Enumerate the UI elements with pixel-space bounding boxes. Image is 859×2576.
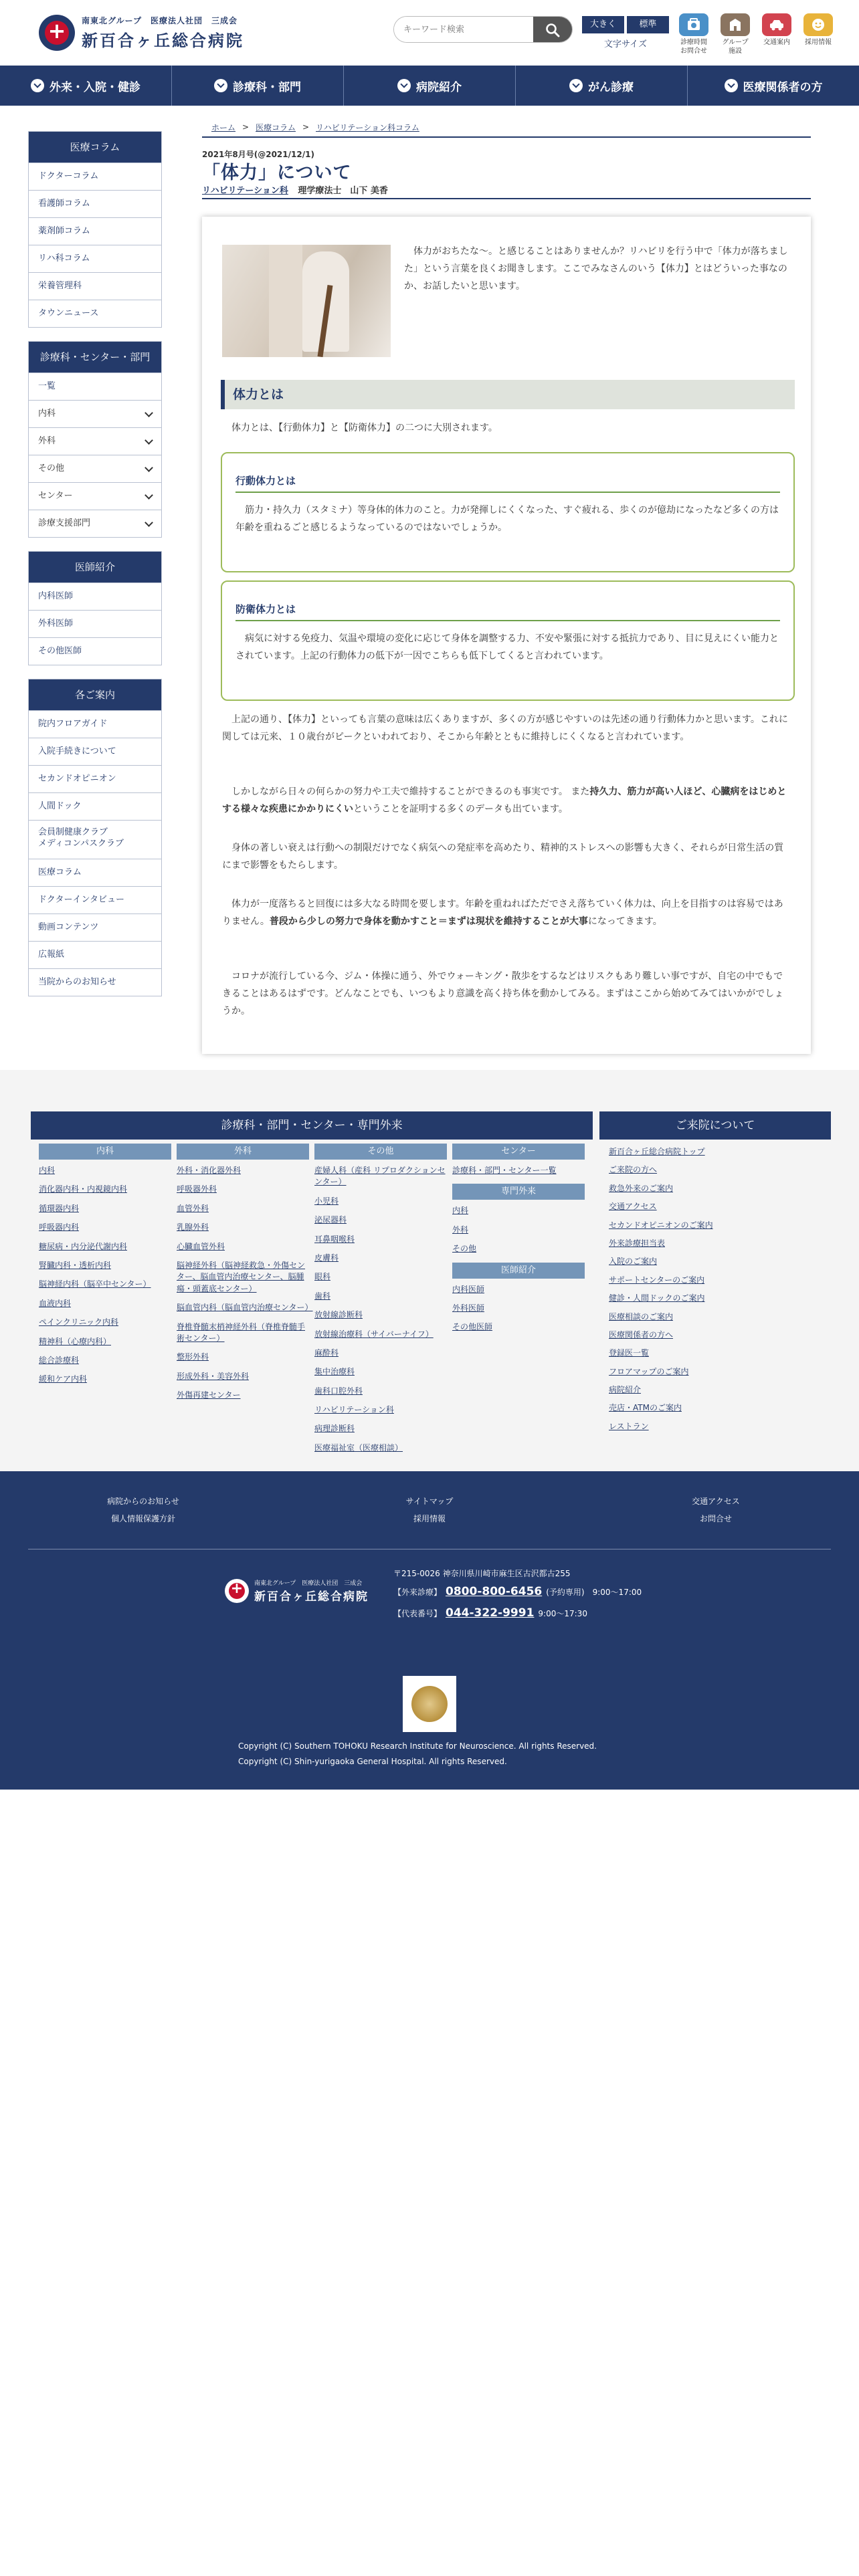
footer-link[interactable]: セカンドオピニオンのご案内 [609,1220,713,1230]
sidebar-item[interactable]: ドクターインタビュー [29,886,161,914]
footer-link[interactable]: 病院紹介 [609,1385,642,1395]
sidebar-item[interactable]: 会員制健康クラブ メディコンパスクラブ [29,820,161,859]
font-large-button[interactable]: 大きく [582,16,624,33]
logo-subtitle: 南東北グループ 医療法人社団 三成会 [82,16,238,25]
quick-link-hours[interactable]: 診療時間 お問合せ [676,13,712,56]
font-size-switcher [582,16,669,49]
footer-link[interactable]: その他医師 [452,1322,493,1332]
footer-link[interactable]: 放射線診断科 [314,1310,363,1320]
sidebar-item[interactable]: 当院からのお知らせ [29,968,161,996]
sidebar-item[interactable]: 動画コンテンツ [29,914,161,941]
box-text: 筋力・持久力（スタミナ）等身体的体力のこと。力が発揮しにくくなった、すぐ疲れる、歩くのが億劫になったなど多くの方は年齢を重ねるごと感じるようなっているのではないでしょうか。 [235,505,779,533]
page-title: 「体力」について [202,163,352,183]
sidebar-column-block [28,131,162,328]
site-footer [0,1471,859,1790]
sidebar-item[interactable]: 広報紙 [29,941,161,968]
sidebar-guide-block [28,679,162,996]
site-header [0,0,859,66]
search-input[interactable] [394,17,533,42]
footer-link[interactable]: 救急外来のご案内 [609,1183,674,1193]
footer-link[interactable]: 呼吸器内科 [39,1222,80,1232]
sidebar-dropdown[interactable]: その他 [29,455,161,482]
breadcrumb-separator: > [302,122,310,132]
footer-link[interactable]: 診療科・部門・センター一覧 [452,1166,557,1175]
sidebar-dropdown[interactable]: 外科 [29,427,161,455]
footer-link[interactable]: 脳血管内科（脳血管内治療センター） [177,1303,313,1313]
sidebar-heading: 各ご案内 [29,679,161,710]
footer-col-links [314,1165,447,1454]
nav-about[interactable]: 病院紹介 [344,66,516,106]
footer-link[interactable]: 脳神経外科（脳神経救急・外傷センター、脳血管内治療センター、脳腫瘍・頭蓋底センター） [177,1260,306,1293]
chevron-down-icon [569,79,583,92]
footer-link[interactable]: 脳神経内科（脳卒中センター） [39,1279,151,1289]
footer-link[interactable]: 登録医一覧 [609,1348,650,1358]
sidebar-item[interactable]: 内科医師 [29,582,161,610]
footer-link[interactable]: 交通アクセス [692,1497,740,1506]
footer-link[interactable]: サイトマップ [405,1497,454,1506]
footer-link[interactable]: 緩和ケア内科 [39,1374,88,1384]
footer-link[interactable]: レストラン [609,1421,649,1431]
section-lead: 体力とは、【行動体力】と【防衛体力】の二つに大別されます。 [231,423,498,433]
footer-link[interactable]: 呼吸器外科 [177,1184,217,1194]
footer-logo[interactable]: + 南東北グループ 医療法人社団 三成会 新百合ヶ丘総合病院 [225,1578,369,1604]
box-title: 行動体力とは [235,473,780,493]
sidebar-item[interactable]: ドクターコラム [29,163,161,190]
sidebar-item[interactable]: 看護師コラム [29,190,161,217]
nav-outpatient[interactable]: 外来・入院・健診 [0,66,172,106]
footer-col-links [452,1165,585,1176]
footer-col-links [39,1165,171,1386]
hospital-cross-icon [39,15,75,51]
footer-link[interactable]: 歯科口腔外科 [314,1386,363,1396]
nav-cancer[interactable]: がん診療 [516,66,688,106]
footer-link[interactable]: 医療福祉室（医療相談） [314,1442,403,1453]
smile-icon [803,13,833,36]
footer-address: 〒215-0026 神奈川県川崎市麻生区古沢都古255 [393,1569,571,1578]
award-seal-icon [411,1686,448,1722]
breadcrumb [202,118,811,138]
footer-link[interactable]: 交通アクセス [609,1202,657,1212]
breadcrumb-current[interactable]: リハビリテーション科コラム [316,122,419,132]
certification-badge [403,1676,456,1732]
post-author [202,183,388,196]
section-heading: 体力とは [221,380,795,409]
footer-link[interactable]: 集中治療科 [314,1367,355,1377]
footer-link[interactable]: 心臓血管外科 [177,1241,225,1251]
article-paragraph: 上記の通り、【体力】といっても言葉の意味は広くありますが、多くの方が感じやすいのは先述の通り行動体力かと思います。これに関しては元来、１０歳台がピークといわれており、そこから年齢とともに維持しにくくなると言われています。 [222,714,788,742]
article-paragraph: コロナが流行している今、ジム・体操に通う、外でウォーキング・散歩をするなどはリスクもあり難しい事ですが、自宅の中でもできることはあるはずです。どんなことでも、いつもより意識を高く持ち体を動かしてみる。まずはここから始めてみてはいかがでしょうか。 [222,971,784,1016]
sidebar-heading: 診療科・センター・部門 [29,342,161,372]
sidebar-item[interactable]: 入院手続きについて [29,738,161,765]
footer-link[interactable]: 精神科（心療内科） [39,1336,112,1346]
footer-link[interactable]: 入院のご案内 [609,1257,658,1267]
nav-departments[interactable]: 診療科・部門 [172,66,344,106]
footer-link[interactable]: 皮膚科 [314,1253,339,1263]
footer-link[interactable]: 乳腺外科 [177,1222,209,1232]
footer-link[interactable]: 総合診療科 [39,1355,80,1365]
search-icon [545,23,560,37]
chevron-down-icon [397,79,411,92]
footer-link[interactable]: 新百合ヶ丘総合病院トップ [609,1147,705,1156]
author-name: 理学療法士 山下 美香 [298,186,388,196]
footer-about-heading: ご来院について [599,1111,831,1140]
footer-link[interactable]: 糖尿病・内分泌代謝内科 [39,1241,128,1251]
quick-link-access[interactable]: 交通案内 [759,13,795,56]
footer-link[interactable]: 腎臓内科・透析内科 [39,1260,112,1270]
box-title: 防衛体力とは [235,602,780,621]
copyright: Copyright (C) Southern TOHOKU Research Institute for Neuroscience. All rights Reserved. Copyright (C) Shin-yurigaoka General Hospital. All rights Reserved. [238,1741,597,1766]
footer-link[interactable]: 整形外科 [177,1352,209,1362]
footer-link[interactable]: 産婦人科（産科 リプロダクションセンター） [314,1166,446,1187]
footer-link[interactable]: 外科 [452,1224,469,1235]
sidebar-dropdown[interactable]: 診療支援部門 [29,510,161,537]
search-bar [393,16,573,43]
footer-dept-panel [31,1111,593,1461]
nav-professionals[interactable]: 医療関係者の方 [688,66,859,106]
sidebar-item[interactable]: 一覧 [29,372,161,400]
footer-link[interactable]: 泌尿器科 [314,1215,347,1225]
footer-link[interactable]: 内科 [452,1206,469,1216]
footer-link[interactable]: 循環器内科 [39,1203,80,1213]
quick-link-recruit[interactable]: 採用情報 [800,13,836,56]
sidebar-dropdown[interactable]: センター [29,482,161,510]
footer-link[interactable]: 病院からのお知らせ [107,1497,179,1506]
footer-link[interactable]: 血液内科 [39,1298,72,1308]
footer-link[interactable]: リハビリテーション科 [314,1405,394,1415]
font-standard-button[interactable]: 標準 [627,16,669,33]
footer-contact: 〒215-0026 神奈川県川崎市麻生区古沢都古255 【外来診療】 0800-800-6456 (予約専用) 9:00～17:00 【代表番号】 044-322-9991 9:00～17:30 [393,1569,642,1620]
footer-link[interactable]: 売店・ATMのご案内 [609,1403,682,1413]
footer-about-links [599,1140,831,1446]
hospital-cross-icon [225,1579,249,1603]
sidebar-item[interactable]: 医療コラム [29,859,161,886]
info-box-defensive-strength [221,580,795,701]
footer-link[interactable]: お問合せ [699,1514,732,1524]
footer-link[interactable]: 消化器内科・内視鏡内科 [39,1184,128,1194]
logo-title: 新百合ヶ丘総合病院 [82,31,244,50]
quick-links [676,13,836,56]
chevron-down-icon [725,79,738,92]
footer-link[interactable]: 放射線治療科（サイバーナイフ） [314,1329,434,1339]
footer-link[interactable]: 病理診断科 [314,1424,355,1434]
chevron-down-icon [31,79,44,92]
post-date: 2021年8月号(@2021/12/1) [202,150,314,159]
footer-link[interactable]: 眼科 [314,1272,331,1282]
footer-link[interactable]: 外科医師 [452,1303,485,1313]
info-box-active-strength [221,452,795,572]
footer-link[interactable]: その他 [452,1244,477,1254]
outpatient-phone-link[interactable]: 0800-800-6456 [446,1585,543,1598]
article-photo [222,245,391,357]
footer-dept-heading: 診療科・部門・センター・専門外来 [31,1111,593,1140]
footer-link[interactable]: 歯科 [314,1291,331,1301]
footer-link[interactable]: 医療関係者の方へ [609,1329,674,1339]
footer-about-panel [599,1111,831,1446]
box-text: 病気に対する免疫力、気温や環境の変化に応じて身体を調整する力、不安や緊張に対する抵抗力であり、目に見えにくい能力とされています。上記の行動体力の低下が一因でこちらも低下してくると言われています。 [235,633,779,661]
sidebar-item[interactable]: セカンドオピニオン [29,765,161,792]
author-department-link[interactable]: リハビリテーション科 [202,186,288,196]
footer-link[interactable]: 形成外科・美容外科 [177,1371,250,1381]
footer-col-surgery: 外科 外科・消化器外科 呼吸器外科 血管外科 乳腺外科 心臓血管外科 脳神経外科（脳神経救急・外傷センター、脳血管内治療センター、脳腫瘍・頭蓋底センター） 脳血管内科（脳血管内治療センター） 脊椎脊髄末梢神経外科（脊椎脊髄手術センター） 整形外科 形成外科・美容外科 外傷再建センター [177,1144,309,1461]
quick-link-group[interactable]: グループ 施設 [717,13,753,56]
footer-col-center: センター 診療科・部門・センター一覧 専門外来 内科 外科 その他 医師紹介 内科医師 外科医師 その他医師 [452,1144,585,1461]
car-icon [762,13,791,36]
footer-link[interactable]: 医療相談のご案内 [609,1311,674,1321]
footer-col-links [452,1284,585,1333]
sidebar-item[interactable]: その他医師 [29,637,161,665]
footer-link[interactable]: 内科医師 [452,1284,485,1294]
building-icon [721,13,750,36]
footer-link[interactable]: 血管外科 [177,1203,209,1213]
footer-link[interactable]: 外来診療担当表 [609,1238,666,1248]
footer-link[interactable]: 採用情報 [413,1514,446,1524]
footer-link[interactable]: 内科 [39,1166,56,1175]
global-nav [0,66,859,106]
footer-link[interactable]: ご来院の方へ [609,1165,658,1175]
article-card [202,217,811,1054]
chevron-down-icon [214,79,227,92]
sidebar-item[interactable]: 薬剤師コラム [29,217,161,245]
footer-link-area [0,1070,859,1471]
footer-link[interactable]: 個人情報保護方針 [110,1514,175,1524]
sidebar-item[interactable]: 外科医師 [29,610,161,637]
footer-link[interactable]: フロアマップのご案内 [609,1366,689,1376]
article-paragraph: 身体の著しい衰えは行動への制限だけでなく病気への発症率を高めたり、精神的ストレスへの影響も大きく、それらが日常生活の質にまで影響をもたらします。 [222,843,784,871]
footer-link[interactable]: 外科・消化器外科 [177,1166,242,1175]
footer-link[interactable]: 麻酔科 [314,1348,339,1358]
footer-link[interactable]: 耳鼻咽喉科 [314,1234,355,1244]
breadcrumb-column[interactable]: 医療コラム [256,122,296,132]
title-divider [202,198,811,199]
main-phone-link[interactable]: 044-322-9991 [446,1606,535,1620]
article-paragraph: しかしながら日々の何らかの努力や工夫で維持することができるのも事実です。 また持久力、筋力が高い人ほど、心臓病をはじめとする様々な疾患にかかりにくいということを証明する多くのデータも出ています。 [222,786,787,815]
footer-col-links [177,1165,313,1401]
breadcrumb-home[interactable]: ホーム [211,122,236,132]
sidebar-dropdown[interactable]: 内科 [29,400,161,427]
sidebar-item[interactable]: タウンニュース [29,300,161,327]
search-button[interactable] [533,17,572,43]
footer-col-other: その他 産婦人科（産科 リプロダクションセンター） 小児科 泌尿器科 耳鼻咽喉科 皮膚科 眼科 歯科 放射線診断科 放射線治療科（サイバーナイフ） 麻酔科 集中治療科 歯科口腔外科 リハビリテーション科 病理診断科 医療福祉室（医療相談） [314,1144,447,1461]
breadcrumb-separator: > [242,122,250,132]
footer-link[interactable]: 小児科 [314,1196,339,1206]
footer-col-links [452,1205,585,1255]
sidebar [28,131,162,1010]
footer-link[interactable]: 健診・人間ドックのご案内 [609,1293,705,1303]
footer-col-internal: 内科 内科 消化器内科・内視鏡内科 循環器内科 呼吸器内科 糖尿病・内分泌代謝内科 腎臓内科・透析内科 脳神経内科（脳卒中センター） 血液内科 ペインクリニック内科 精神科（心療内科） 総合診療科 緩和ケア内科 [39,1144,171,1461]
hospital-logo[interactable] [39,15,244,51]
footer-link[interactable]: サポートセンターのご案内 [609,1275,705,1285]
font-size-label: 文字サイズ [604,39,647,49]
article-intro: 体力がおちたな～。と感じることはありませんか？リハビリを行う中で「体力が落ちました」という言葉を良くお聞きします。ここでみなさんのいう【体力】とはどういった事なのか、お話したいと思います。 [404,246,788,292]
footer-link[interactable]: 外傷再建センター [177,1390,241,1400]
sidebar-item[interactable]: 院内フロアガイド [29,710,161,738]
article-paragraph: 体力が一度落ちると回復には多大なる時間を要します。年齢を重ねればただでさえ落ちていく体力は、向上を目指すのは容易ではありません。普段から少しの努力で身体を動かすこと＝まずは現状を維持することが大事になってきます。 [222,899,783,927]
sidebar-depts-block [28,341,162,538]
sidebar-item[interactable]: 栄養管理科 [29,272,161,300]
sidebar-heading: 医師紹介 [29,552,161,582]
clock-phone-icon [679,13,708,36]
footer-link[interactable]: ペインクリニック内科 [39,1317,119,1327]
sidebar-doctors-block [28,551,162,665]
sidebar-heading: 医療コラム [29,132,161,163]
sidebar-item[interactable]: リハ科コラム [29,245,161,272]
footer-link[interactable]: 脊椎脊髄末梢神経外科（脊椎脊髄手術センター） [177,1321,306,1343]
sidebar-item[interactable]: 人間ドック [29,792,161,820]
